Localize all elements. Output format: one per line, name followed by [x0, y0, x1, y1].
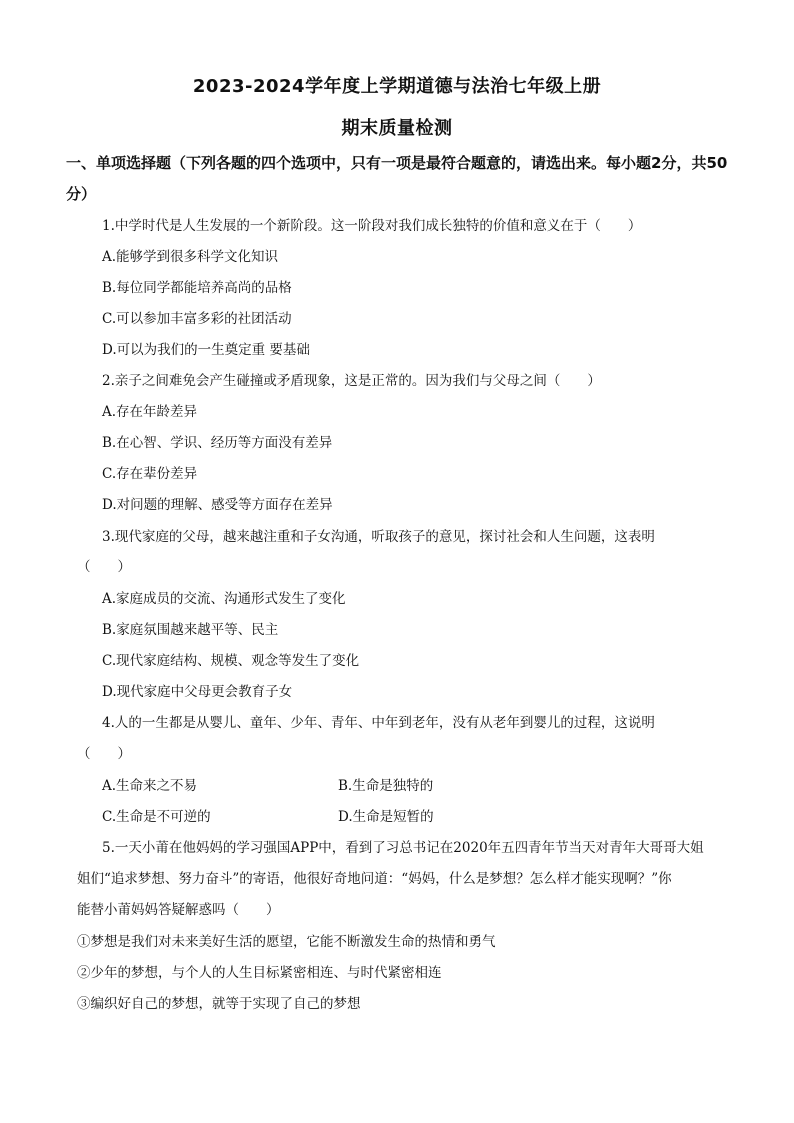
question-4-option-d: D.生命是短暂的: [338, 809, 434, 825]
question-2-option-c: C.存在辈份差异: [102, 466, 198, 482]
question-4-stem: 4.人的一生都是从婴儿、童年、少年、青年、中年到老年，没有从老年到婴儿的过程，这说明: [102, 715, 655, 731]
question-1-option-b: B.每位同学都能培养高尚的品格: [102, 280, 292, 296]
exam-title: 2023-2024学年度上学期道德与法治七年级上册: [192, 76, 602, 97]
question-1-option-a: A.能够学到很多科学文化知识: [102, 249, 279, 265]
exam-subtitle: 期末质量检测: [341, 118, 453, 139]
question-2-stem: 2.亲子之间难免会产生碰撞或矛盾现象，这是正常的。因为我们与父母之间（ ）: [102, 373, 601, 389]
question-3-option-a: A.家庭成员的交流、沟通形式发生了变化: [102, 591, 346, 607]
question-4-stem-continued: （ ）: [77, 746, 131, 762]
question-1-stem: 1.中学时代是人生发展的一个新阶段。这一阶段对我们成长独特的价值和意义在于（ ）: [102, 218, 642, 234]
question-5-stem-continued-2: 能替小莆妈妈答疑解惑吗（ ）: [77, 902, 280, 918]
question-5-stem: 5.一天小莆在他妈妈的学习强国APP中，看到了习总书记在2020年五四青年节当天对青年大哥哥大姐: [102, 840, 704, 856]
question-5-statement-2: ②少年的梦想，与个人的人生目标紧密相连、与时代紧密相连: [77, 965, 442, 981]
question-2-option-a: A.存在年龄差异: [102, 404, 198, 420]
question-3-stem: 3.现代家庭的父母，越来越注重和子女沟通，听取孩子的意见，探讨社会和人生问题，这表明: [102, 529, 655, 545]
question-3-option-d: D.现代家庭中父母更会教育子女: [102, 684, 293, 700]
question-3-option-c: C.现代家庭结构、规模、观念等发生了变化: [102, 653, 360, 669]
question-2-option-d: D.对问题的理解、感受等方面存在差异: [102, 497, 333, 513]
question-5-stem-continued-1: 姐们“追求梦想、努力奋斗”的寄语，他很好奇地问道：“妈妈，什么是梦想？怎么样才能实现啊？”你: [77, 871, 672, 887]
question-4-option-c: C.生命是不可逆的: [102, 809, 211, 825]
section-heading: 一、单项选择题（下列各题的四个选项中，只有一项是最符合题意的，请选出来。每小题2分，共50分）: [66, 154, 728, 203]
question-3-stem-continued: （ ）: [77, 559, 131, 575]
question-5-statement-3: ③编织好自己的梦想，就等于实现了自己的梦想: [77, 996, 361, 1012]
question-5-statement-1: ①梦想是我们对未来美好生活的愿望，它能不断激发生命的热情和勇气: [77, 934, 496, 950]
question-1-option-d: D.可以为我们的一生奠定重 要基础: [102, 342, 310, 358]
question-4-option-b: B.生命是独特的: [338, 778, 434, 794]
question-3-option-b: B.家庭氛围越来越平等、民主: [102, 622, 279, 638]
question-2-option-b: B.在心智、学识、经历等方面没有差异: [102, 435, 333, 451]
question-4-option-a: A.生命来之不易: [102, 778, 198, 794]
question-1-option-c: C.可以参加丰富多彩的社团活动: [102, 311, 292, 327]
